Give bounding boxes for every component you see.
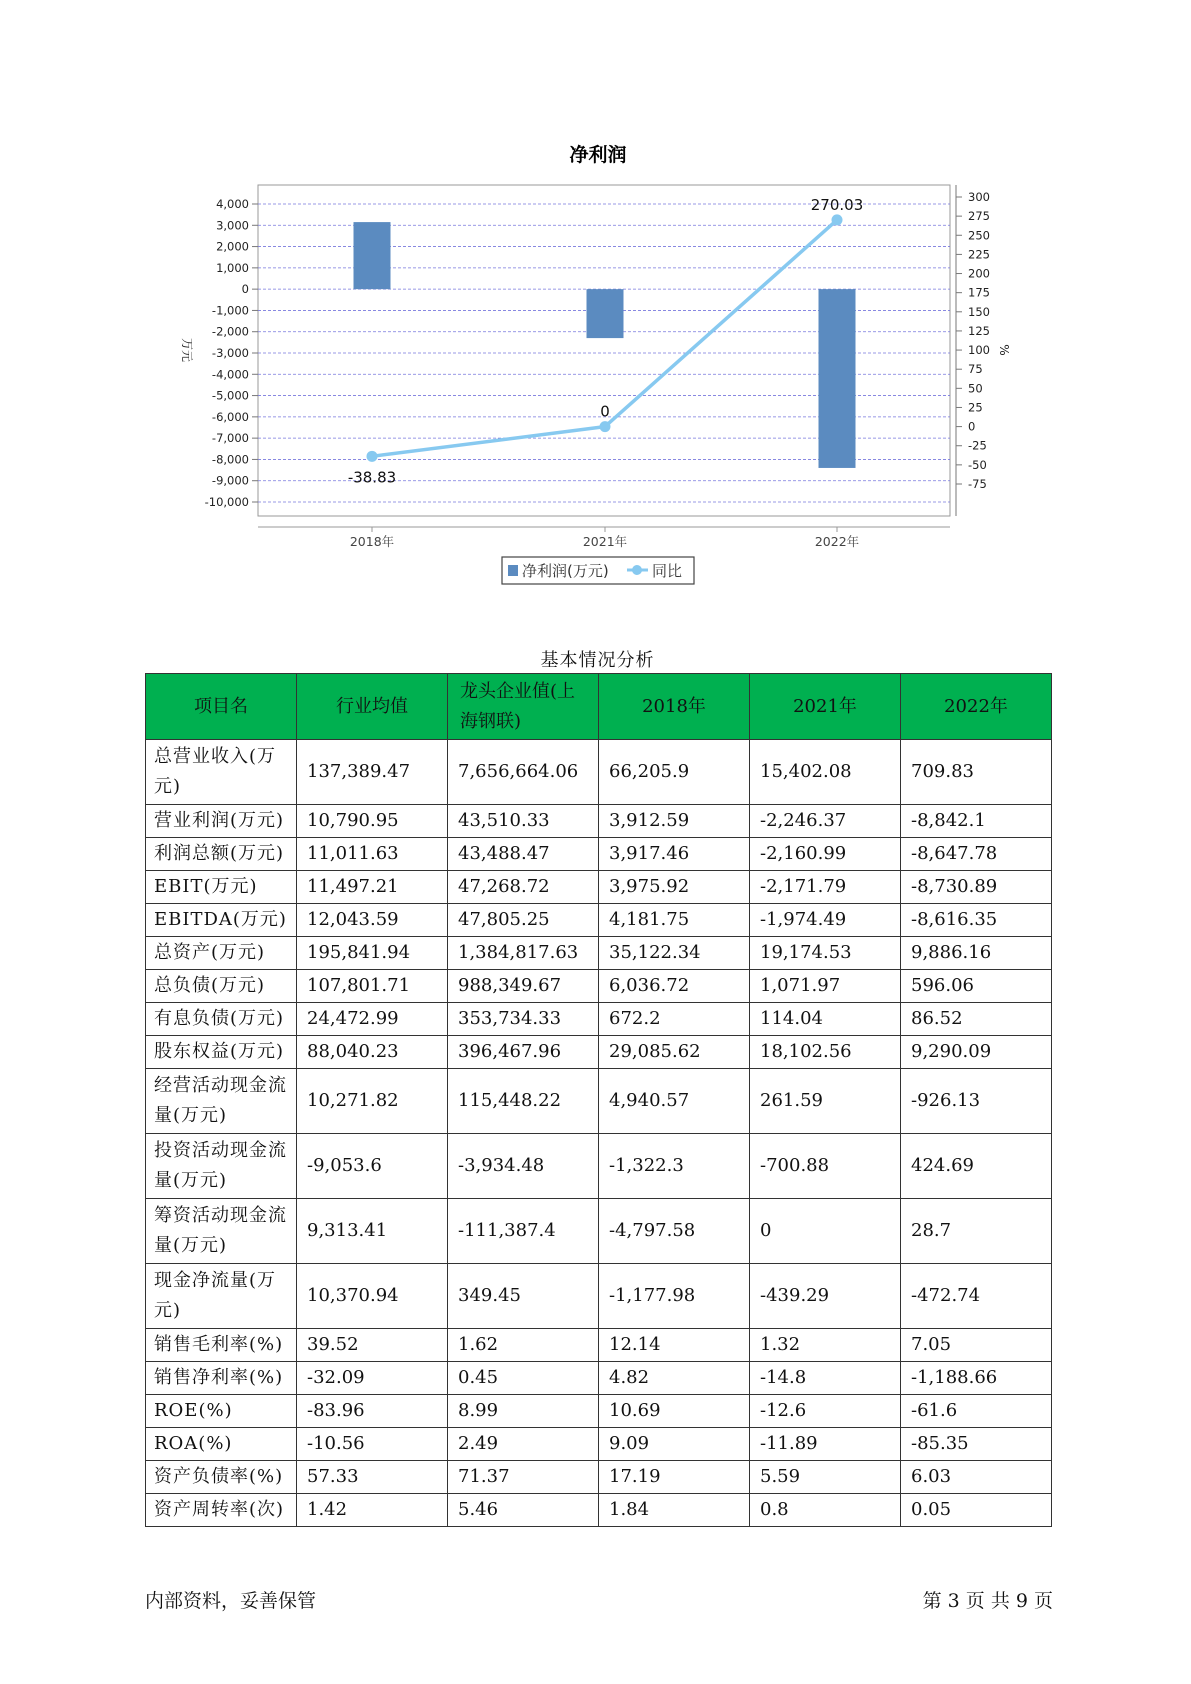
table-row [146,937,1052,970]
table-cell: -8,616.35 [901,904,1052,937]
table-cell: 0.8 [750,1494,901,1527]
left-tick-label: -4,000 [211,367,249,382]
row-label-cell: 资产负债率(%) [146,1461,297,1494]
table-row [146,1461,1052,1494]
table-cell: 9,313.41 [297,1199,448,1264]
table-cell: 1.42 [297,1494,448,1527]
net-profit-bar [354,222,391,289]
table-cell: 1.84 [599,1494,750,1527]
table-cell: 19,174.53 [750,937,901,970]
table-cell: 4.82 [599,1362,750,1395]
row-label-cell: 营业利润(万元) [146,805,297,838]
table-cell: -439.29 [750,1264,901,1329]
table-body [146,740,1052,1527]
table-cell: 24,472.99 [297,1003,448,1036]
table-cell: 396,467.96 [448,1036,599,1069]
left-tick-label: 0 [241,282,249,297]
yoy-point [367,451,378,462]
left-tick-label: 2,000 [216,239,249,254]
right-tick-label: 75 [968,362,983,377]
right-tick-label: 150 [968,304,990,319]
table-row [146,838,1052,871]
right-tick-label: 50 [968,381,983,396]
row-label-cell: EBITDA(万元) [146,904,297,937]
table-cell: -2,246.37 [750,805,901,838]
right-tick-label: 300 [968,190,990,204]
table-row [146,1494,1052,1527]
right-tick-label: 200 [968,266,990,281]
table-cell: 195,841.94 [297,937,448,970]
right-tick-label: -75 [968,477,987,491]
table-cell: -926.13 [901,1069,1052,1134]
left-tick-label: 1,000 [216,260,249,275]
table-cell: 9,290.09 [901,1036,1052,1069]
table-cell: 10,271.82 [297,1069,448,1134]
table-row [146,1199,1052,1264]
table-cell: -3,934.48 [448,1134,599,1199]
table-cell: 28.7 [901,1199,1052,1264]
table-row [146,970,1052,1003]
legend-line-marker [632,565,642,575]
net-profit-bar [587,289,624,338]
left-tick-label: -10,000 [204,495,249,509]
table-cell: 1,071.97 [750,970,901,1003]
right-tick-label: 175 [968,285,990,300]
row-label-cell: 现金净流量(万元) [146,1264,297,1329]
table-cell: 353,734.33 [448,1003,599,1036]
right-tick-label: 250 [968,228,990,243]
yoy-line [372,220,837,456]
chart-title: 净利润 [569,144,627,166]
table-cell: 5.46 [448,1494,599,1527]
line-series [348,196,863,486]
table-cell: 15,402.08 [750,740,901,805]
row-label-cell: 投资活动现金流量(万元) [146,1134,297,1199]
right-tick-label: -25 [968,438,987,453]
row-label-cell: 总营业收入(万元) [146,740,297,805]
table-row [146,1134,1052,1199]
table-cell: 424.69 [901,1134,1052,1199]
table-cell: 3,912.59 [599,805,750,838]
yoy-data-label: -38.83 [347,468,397,487]
table-cell: -83.96 [297,1395,448,1428]
row-label-cell: 筹资活动现金流量(万元) [146,1199,297,1264]
x-tick-label: 2018年 [349,534,395,549]
right-tick-label: 0 [968,419,976,434]
table-title: 基本情况分析 [540,650,655,671]
left-tick-label: -8,000 [211,452,249,467]
table-cell: -32.09 [297,1362,448,1395]
left-y-axis [205,197,258,509]
table-header-cell: 2021年 [750,674,901,740]
row-label-cell: 利润总额(万元) [146,838,297,871]
table-cell: 8.99 [448,1395,599,1428]
table-cell: 3,975.92 [599,871,750,904]
right-y-axis [956,185,990,516]
table-cell: 107,801.71 [297,970,448,1003]
table-cell: 596.06 [901,970,1052,1003]
table-row [146,1264,1052,1329]
left-tick-label: 3,000 [216,218,249,233]
table-cell: 0.45 [448,1362,599,1395]
right-tick-label: 275 [968,209,990,224]
table-cell: -61.6 [901,1395,1052,1428]
table-cell: -2,160.99 [750,838,901,871]
table-cell: 0.05 [901,1494,1052,1527]
yoy-point [832,214,843,225]
table-cell: 672.2 [599,1003,750,1036]
table-cell: 6,036.72 [599,970,750,1003]
table-cell: 7,656,664.06 [448,740,599,805]
table-header-row [146,674,1052,740]
table-cell: -8,842.1 [901,805,1052,838]
table-cell: 11,497.21 [297,871,448,904]
table-cell: -1,188.66 [901,1362,1052,1395]
row-label-cell: EBIT(万元) [146,871,297,904]
table-row [146,1362,1052,1395]
table-cell: 1,384,817.63 [448,937,599,970]
left-tick-label: 4,000 [216,197,249,211]
x-tick-label: 2021年 [582,534,628,549]
table-cell: 11,011.63 [297,838,448,871]
yoy-data-label: 0 [600,402,610,421]
table-cell: 3,917.46 [599,838,750,871]
table-cell: -9,053.6 [297,1134,448,1199]
table-cell: 35,122.34 [599,937,750,970]
x-tick-label: 2022年 [814,534,860,549]
yoy-data-label: 270.03 [810,195,864,214]
right-tick-label: 225 [968,247,990,262]
table-cell: 261.59 [750,1069,901,1134]
basic-analysis-table [145,673,1052,1527]
table-cell: 47,805.25 [448,904,599,937]
right-tick-label: 100 [968,343,990,358]
table-cell: -472.74 [901,1264,1052,1329]
left-tick-label: -3,000 [211,346,249,360]
table-cell: 88,040.23 [297,1036,448,1069]
chart-canvas [0,0,1191,600]
category-labels [350,527,859,549]
table-cell: 47,268.72 [448,871,599,904]
right-tick-label: -50 [968,457,987,472]
right-tick-label: 25 [968,400,983,415]
row-label-cell: ROA(%) [146,1428,297,1461]
row-label-cell: 销售毛利率(%) [146,1329,297,1362]
table-cell: 43,488.47 [448,838,599,871]
table-row [146,1036,1052,1069]
table-cell: 10,790.95 [297,805,448,838]
chart-legend [502,557,694,584]
left-tick-label: -1,000 [211,303,249,318]
left-tick-label: -6,000 [211,409,249,424]
table-cell: -85.35 [901,1428,1052,1461]
footer-page-number: 第 3 页 共 9 页 [922,1590,1053,1612]
table-cell: 988,349.67 [448,970,599,1003]
table-cell: 4,181.75 [599,904,750,937]
table-cell: -1,974.49 [750,904,901,937]
table-cell: -8,730.89 [901,871,1052,904]
row-label-cell: 股东权益(万元) [146,1036,297,1069]
table-cell: 1.32 [750,1329,901,1362]
left-tick-label: -2,000 [211,324,249,339]
row-label-cell: ROE(%) [146,1395,297,1428]
table-cell: -14.8 [750,1362,901,1395]
table-cell: 4,940.57 [599,1069,750,1134]
net-profit-chart [0,0,1191,600]
row-label-cell: 销售净利率(%) [146,1362,297,1395]
table-row [146,1428,1052,1461]
table-header-cell: 行业均值 [297,674,448,740]
legend-bar-swatch [508,565,518,576]
table-cell: 71.37 [448,1461,599,1494]
table-row [146,1329,1052,1362]
table-cell: 5.59 [750,1461,901,1494]
legend-bar-label: 净利润(万元) [522,562,609,580]
table-row [146,904,1052,937]
table-row [146,1069,1052,1134]
table-cell: -10.56 [297,1428,448,1461]
table-cell: 17.19 [599,1461,750,1494]
table-cell: 10,370.94 [297,1264,448,1329]
table-cell: 709.83 [901,740,1052,805]
table-cell: 29,085.62 [599,1036,750,1069]
table-cell: -2,171.79 [750,871,901,904]
table-cell: 2.49 [448,1428,599,1461]
row-label-cell: 资产周转率(次) [146,1494,297,1527]
table-cell: 114.04 [750,1003,901,1036]
table-cell: -11.89 [750,1428,901,1461]
table-cell: -111,387.4 [448,1199,599,1264]
right-tick-label: 125 [968,323,990,338]
legend-line-label: 同比 [652,562,683,580]
table-cell: 9.09 [599,1428,750,1461]
left-tick-label: -7,000 [211,431,249,446]
right-axis-name: % [997,344,1011,356]
table-cell: -4,797.58 [599,1199,750,1264]
left-tick-label: -5,000 [211,388,249,403]
table-cell: 0 [750,1199,901,1264]
net-profit-bar [819,289,856,468]
yoy-point [600,421,611,432]
table-cell: 18,102.56 [750,1036,901,1069]
table-cell: -12.6 [750,1395,901,1428]
left-tick-label: -9,000 [211,473,249,488]
table-row [146,1395,1052,1428]
table-cell: 57.33 [297,1461,448,1494]
table-cell: 66,205.9 [599,740,750,805]
table-cell: 1.62 [448,1329,599,1362]
row-label-cell: 经营活动现金流量(万元) [146,1069,297,1134]
table-header-cell: 龙头企业值(上海钢联) [448,674,599,740]
table-cell: 349.45 [448,1264,599,1329]
table-cell: -1,322.3 [599,1134,750,1199]
row-label-cell: 总负债(万元) [146,970,297,1003]
footer-confidential-note: 内部资料，妥善保管 [145,1590,317,1612]
table-cell: -1,177.98 [599,1264,750,1329]
table-cell: 86.52 [901,1003,1052,1036]
table-cell: 12,043.59 [297,904,448,937]
table-row [146,871,1052,904]
row-label-cell: 总资产(万元) [146,937,297,970]
table-cell: -700.88 [750,1134,901,1199]
table-row [146,1003,1052,1036]
table-row [146,805,1052,838]
table-cell: 9,886.16 [901,937,1052,970]
table-header-cell: 2018年 [599,674,750,740]
table-cell: 10.69 [599,1395,750,1428]
table-cell: 39.52 [297,1329,448,1362]
table-cell: 7.05 [901,1329,1052,1362]
table-cell: 12.14 [599,1329,750,1362]
table-row [146,740,1052,805]
table-cell: 137,389.47 [297,740,448,805]
table-cell: 43,510.33 [448,805,599,838]
left-axis-name: 万元 [180,337,194,363]
table-cell: 6.03 [901,1461,1052,1494]
row-label-cell: 有息负债(万元) [146,1003,297,1036]
table-header-cell: 项目名 [146,674,297,740]
table-cell: 115,448.22 [448,1069,599,1134]
table-cell: -8,647.78 [901,838,1052,871]
table-header-cell: 2022年 [901,674,1052,740]
